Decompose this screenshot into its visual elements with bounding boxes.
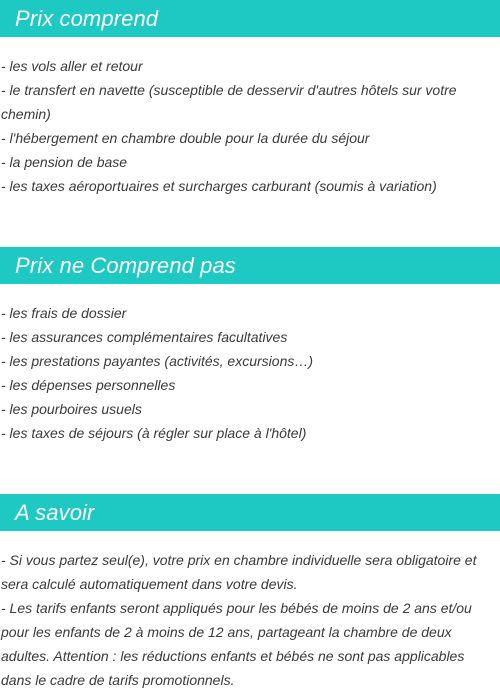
- list-item: - les frais de dossier: [1, 305, 127, 321]
- list-item: - le transfert en navette (susceptible de desservir d'autres hôtels sur votre chemin): [1, 82, 457, 122]
- list-item: - les dépenses personnelles: [1, 377, 176, 393]
- price-includes-header: [0, 0, 500, 37]
- good-to-know-header: [0, 494, 500, 531]
- list-item: - les vols aller et retour: [1, 58, 143, 74]
- list-item: - les taxes de séjours (à régler sur place à l'hôtel): [1, 425, 307, 441]
- list-item: - Les tarifs enfants seront appliqués pour les bébés de moins de 2 ans et/ou pour les enfants de 2 à moins de 12 ans, partageant la chambre de deux adultes. Attention : les réductions enfants et bébés ne sont pas applicables dans le cadre de tarifs promotionnels.: [1, 600, 472, 688]
- price-excludes-list: [0, 301, 500, 445]
- list-item: - Si vous partez seul(e), votre prix en chambre individuelle sera obligatoire et sera calculé automatiquement dans votre devis.: [1, 552, 477, 592]
- price-excludes-header: [0, 247, 500, 284]
- price-includes-title: Prix comprend: [15, 5, 159, 31]
- price-excludes-section: [0, 247, 500, 445]
- price-includes-list: [0, 54, 500, 198]
- list-item: - la pension de base: [1, 154, 128, 170]
- good-to-know-list: [0, 548, 500, 692]
- list-item: - les taxes aéroportuaires et surcharges carburant (soumis à variation): [1, 178, 437, 194]
- price-excludes-title: Prix ne Comprend pas: [15, 252, 236, 278]
- good-to-know-title: A savoir: [15, 499, 95, 525]
- price-includes-section: [0, 0, 500, 198]
- list-item: - les pourboires usuels: [1, 401, 142, 417]
- list-item: - l'hébergement en chambre double pour la durée du séjour: [1, 130, 370, 146]
- list-item: - les prestations payantes (activités, excursions…): [1, 353, 314, 369]
- good-to-know-section: [0, 494, 500, 692]
- list-item: - les assurances complémentaires facultatives: [1, 329, 288, 345]
